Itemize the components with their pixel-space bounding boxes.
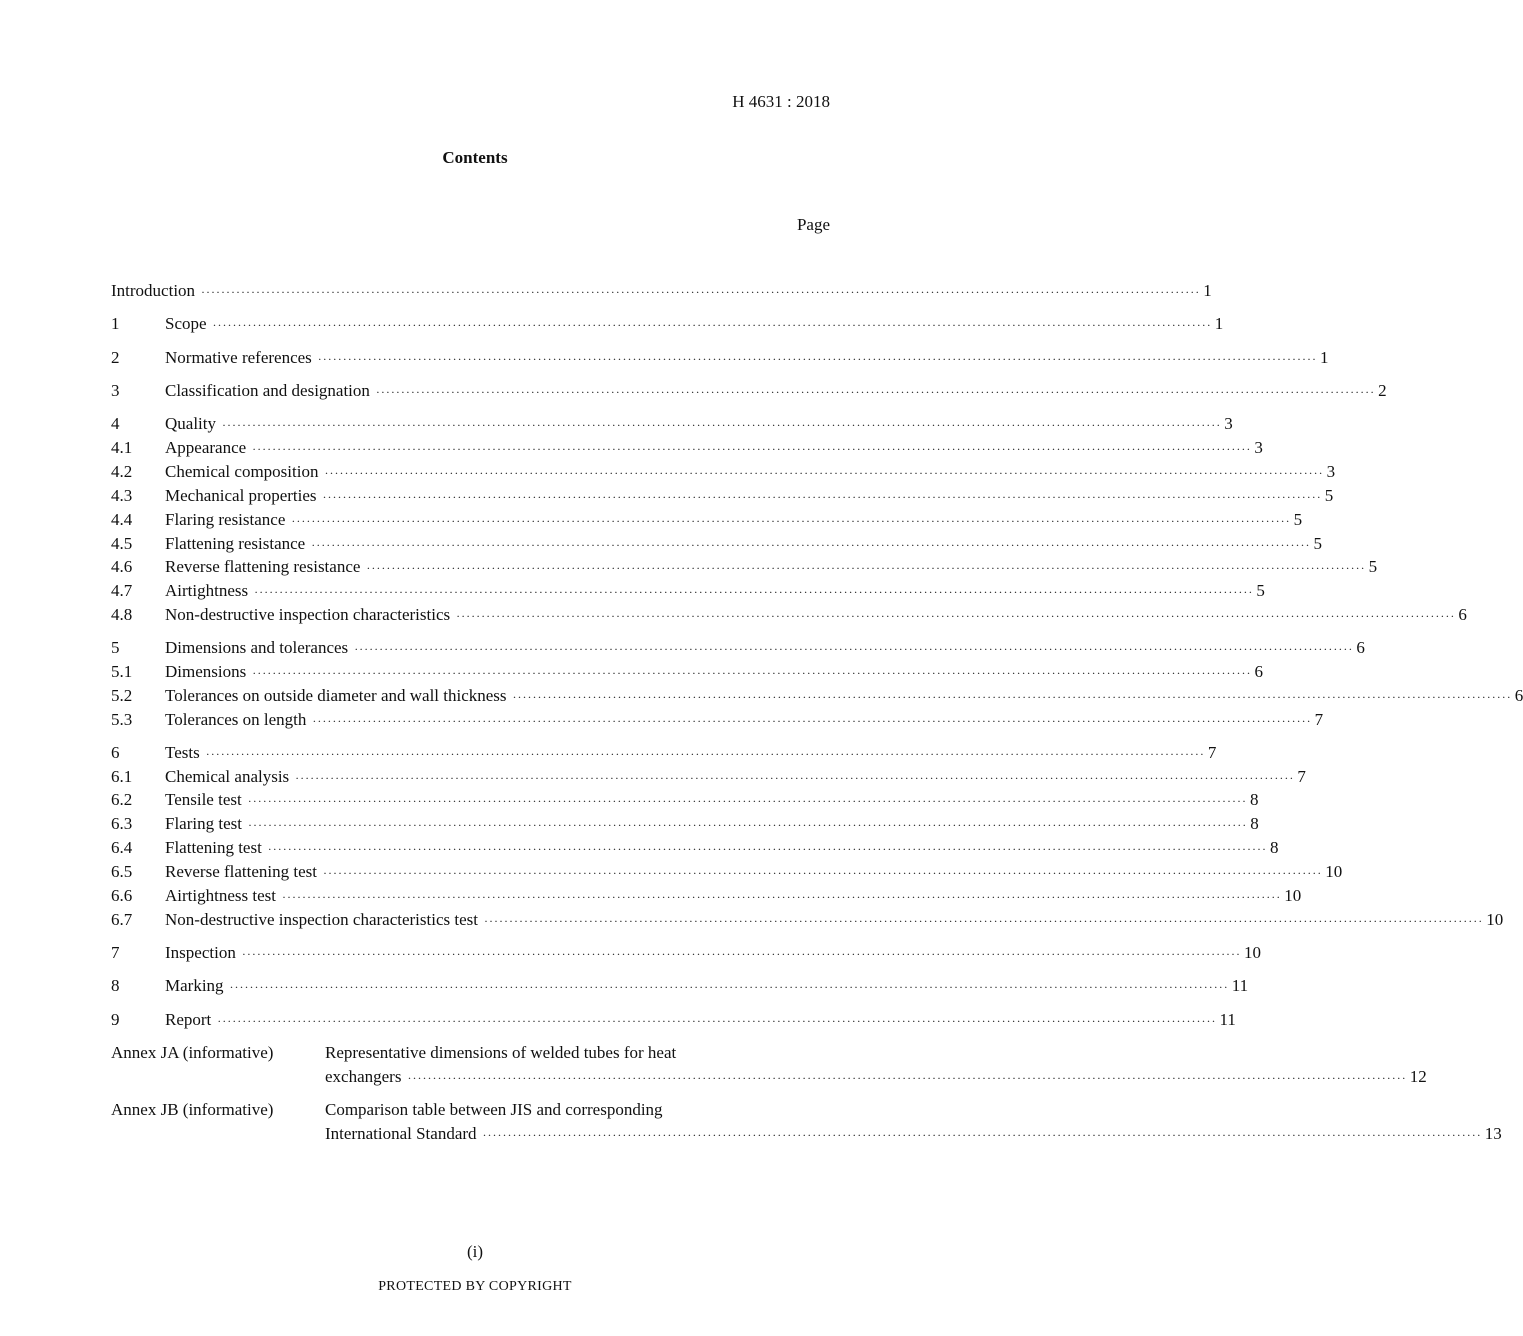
footer-page-number: (i) xyxy=(466,1242,484,1261)
leader-dots: ········································································································································································································ xyxy=(254,585,1254,599)
toc-entry[interactable] xyxy=(111,884,1302,908)
toc-entry[interactable] xyxy=(111,860,1343,884)
toc-entry-page: 5 xyxy=(1256,581,1265,600)
toc-entry-page: 10 xyxy=(1244,943,1262,962)
leader-dots: ········································································································································································································ xyxy=(252,666,1252,680)
toc-entry[interactable] xyxy=(111,436,1263,460)
toc-entry-label: Quality xyxy=(165,414,216,433)
toc-entry-label: Reverse flattening test xyxy=(165,862,318,881)
toc-entry-page: 8 xyxy=(1249,790,1259,809)
toc-entry-label: Tolerances on outside diameter and wall thickness xyxy=(165,686,507,705)
toc-entry-number: 4 xyxy=(111,414,120,433)
toc-entry-page: 5 xyxy=(1368,557,1378,576)
toc-entry[interactable] xyxy=(111,684,1523,708)
toc-entry-page: 11 xyxy=(1231,976,1249,995)
toc-entry-number: 8 xyxy=(111,976,120,995)
toc-entry-page: 1 xyxy=(1214,314,1224,333)
leader-dots: ········································································································································································································ xyxy=(311,538,1311,552)
toc-entry-number: 4.6 xyxy=(111,557,133,576)
toc-entry-number: 6.2 xyxy=(111,790,133,809)
toc-entry-page: 8 xyxy=(1250,814,1259,833)
toc-entry-page: 5 xyxy=(1324,486,1334,505)
toc-entry[interactable] xyxy=(111,660,1263,684)
toc-entry-page: 3 xyxy=(1254,438,1263,457)
toc-entry[interactable] xyxy=(111,555,1378,579)
toc-entry[interactable] xyxy=(111,908,1504,932)
toc-entry-number: 5.2 xyxy=(111,686,133,705)
toc-entry-number: 4.8 xyxy=(111,605,133,624)
annex-page: 12 xyxy=(1409,1067,1427,1086)
toc-entry-page: 2 xyxy=(1378,381,1387,400)
leader-dots: ········································································································································································································ xyxy=(201,285,1201,299)
toc-entry-number: 2 xyxy=(111,348,120,367)
leader-dots: ········································································································································································································ xyxy=(407,1071,1407,1085)
leader-dots: ········································································································································································································ xyxy=(267,842,1268,856)
toc-entry-page: 7 xyxy=(1314,710,1324,729)
annex-title-row xyxy=(325,1065,1427,1089)
toc-entry-number: 4.3 xyxy=(111,486,133,505)
toc-entry-label: Flattening test xyxy=(165,838,262,857)
page-title: Contents xyxy=(442,148,508,167)
toc-entry-number: 6.5 xyxy=(111,862,133,881)
leader-dots: ········································································································································································································ xyxy=(354,642,1354,656)
leader-dots: ········································································································································································································ xyxy=(482,1128,1482,1142)
annex-page: 13 xyxy=(1484,1124,1502,1143)
toc-entry[interactable] xyxy=(111,974,1249,998)
toc-entry-number: 4.1 xyxy=(111,438,133,457)
toc-entry[interactable] xyxy=(111,412,1233,436)
annex-title-line2: International Standard xyxy=(325,1124,477,1143)
toc-entry-page: 10 xyxy=(1284,886,1302,905)
toc-entry[interactable] xyxy=(111,379,1387,403)
toc-entry-page: 3 xyxy=(1326,462,1336,481)
toc-entry[interactable] xyxy=(111,836,1279,860)
page-column-label: Page xyxy=(796,215,830,234)
toc-entry-label: Tensile test xyxy=(165,790,242,809)
toc-entry-label: Appearance xyxy=(165,438,247,457)
toc-entry[interactable] xyxy=(111,484,1334,508)
toc-entry-number: 4.4 xyxy=(111,510,133,529)
toc-entry[interactable] xyxy=(111,741,1217,765)
leader-dots: ········································································································································································································ xyxy=(366,561,1366,575)
toc-entry-number: 4.5 xyxy=(111,534,133,553)
toc-entry[interactable] xyxy=(111,460,1336,484)
toc-entry-introduction[interactable] xyxy=(111,279,1212,303)
toc-entry-label: Airtightness test xyxy=(165,886,276,905)
toc-entry-number: 5 xyxy=(111,638,120,657)
toc-entry-number: 5.3 xyxy=(111,710,133,729)
toc-entry-page: 5 xyxy=(1293,510,1303,529)
leader-dots: ········································································································································································································ xyxy=(291,514,1291,528)
leader-dots: ········································································································································································································ xyxy=(512,690,1512,704)
toc-entry-label: Mechanical properties xyxy=(165,486,317,505)
toc-entry-page: 1 xyxy=(1203,281,1212,300)
leader-dots: ········································································································································································································ xyxy=(247,794,1247,808)
toc-entry-label: Airtightness xyxy=(165,581,249,600)
copyright-notice: PROTECTED BY COPYRIGHT xyxy=(378,1279,572,1294)
toc-entry-number: 4.2 xyxy=(111,462,133,481)
toc-entry[interactable] xyxy=(111,788,1259,812)
toc-entry[interactable] xyxy=(111,812,1259,836)
toc-entry-label: Chemical composition xyxy=(165,462,319,481)
toc-entry[interactable] xyxy=(111,579,1265,603)
leader-dots: ········································································································································································································ xyxy=(323,866,1323,880)
toc-entry-number: 9 xyxy=(111,1010,120,1029)
toc-entry-label: Tolerances on length xyxy=(165,710,307,729)
leader-dots: ········································································································································································································ xyxy=(324,466,1324,480)
toc-entry-label: Scope xyxy=(165,314,207,333)
toc-entry-page: 1 xyxy=(1320,348,1329,367)
toc-entry[interactable] xyxy=(111,603,1467,627)
toc-entry-page: 7 xyxy=(1207,743,1217,762)
leader-dots: ········································································································································································································ xyxy=(229,980,1229,994)
toc-entry-page: 3 xyxy=(1224,414,1233,433)
toc-entry[interactable] xyxy=(111,532,1322,556)
annex-title-line2: exchangers xyxy=(325,1067,402,1086)
annex-title-line1: Comparison table between JIS and corresponding xyxy=(325,1100,663,1119)
annex-title-row xyxy=(325,1122,1502,1146)
toc-entry-label: Chemical analysis xyxy=(165,767,290,786)
toc-entry-page: 6 xyxy=(1254,662,1263,681)
toc-entry[interactable] xyxy=(111,636,1365,660)
toc-entry-label: Introduction xyxy=(111,281,196,300)
toc-entry-number: 6.7 xyxy=(111,910,133,929)
toc-entry-page: 11 xyxy=(1219,1010,1236,1029)
toc-entry-page: 5 xyxy=(1313,534,1322,553)
annex-label: Annex JA (informative) xyxy=(111,1043,274,1062)
toc-entry-page: 8 xyxy=(1270,838,1279,857)
toc-entry[interactable] xyxy=(111,941,1262,965)
toc-entry-page: 6 xyxy=(1356,638,1365,657)
toc-entry-page: 10 xyxy=(1486,910,1504,929)
leader-dots: ········································································································································································································ xyxy=(217,1014,1217,1028)
toc-entry-number: 3 xyxy=(111,381,120,400)
toc-entry-label: Tests xyxy=(165,743,200,762)
toc-entry[interactable] xyxy=(111,1008,1236,1032)
toc-entry-number: 1 xyxy=(111,314,120,333)
toc-entry-label: Inspection xyxy=(165,943,236,962)
toc-entry-number: 4.7 xyxy=(111,581,133,600)
toc-entry-label: Flattening resistance xyxy=(165,534,306,553)
annex-title-line1: Representative dimensions of welded tubes for heat xyxy=(325,1043,677,1062)
toc-entry-label: Flaring resistance xyxy=(165,510,286,529)
toc-entry-label: Non-destructive inspection characteristics xyxy=(165,605,451,624)
toc-entry-label: Flaring test xyxy=(165,814,242,833)
document-code: H 4631 : 2018 xyxy=(732,92,830,111)
toc-entry-number: 6 xyxy=(111,743,120,762)
leader-dots: ········································································································································································································ xyxy=(212,318,1212,332)
leader-dots: ········································································································································································································ xyxy=(483,914,1484,928)
toc-entry-page: 7 xyxy=(1297,767,1306,786)
leader-dots: ········································································································································································································ xyxy=(252,442,1252,456)
leader-dots: ········································································································································································································ xyxy=(205,747,1205,761)
toc-entry-label: Marking xyxy=(165,976,224,995)
toc-entry-label: Dimensions and tolerances xyxy=(165,638,349,657)
toc-entry[interactable] xyxy=(111,708,1324,732)
toc-entry-number: 6.3 xyxy=(111,814,133,833)
leader-dots: ········································································································································································································ xyxy=(312,714,1312,728)
leader-dots: ········································································································································································································ xyxy=(375,385,1376,399)
leader-dots: ········································································································································································································ xyxy=(295,771,1295,785)
toc-entry[interactable] xyxy=(111,346,1329,370)
toc-entry-number: 6.6 xyxy=(111,886,133,905)
toc-entry-page: 6 xyxy=(1458,605,1467,624)
toc-entry-number: 5.1 xyxy=(111,662,133,681)
toc-entry[interactable] xyxy=(111,765,1306,789)
toc-entry-label: Non-destructive inspection characteristics test xyxy=(165,910,478,929)
toc-entry-number: 6.4 xyxy=(111,838,133,857)
toc-entry[interactable] xyxy=(111,312,1224,336)
leader-dots: ········································································································································································································ xyxy=(322,490,1322,504)
toc-entry-number: 7 xyxy=(111,943,120,962)
toc-entry-label: Reverse flattening resistance xyxy=(165,557,361,576)
leader-dots: ········································································································································································································ xyxy=(281,890,1282,904)
toc-entry-page: 10 xyxy=(1325,862,1343,881)
toc-entry-label: Classification and designation xyxy=(165,381,370,400)
toc-entry-label: Report xyxy=(165,1010,212,1029)
toc-entry-label: Normative references xyxy=(165,348,312,367)
annex-label: Annex JB (informative) xyxy=(111,1100,274,1119)
toc-entry-page: 6 xyxy=(1514,686,1523,705)
leader-dots: ········································································································································································································ xyxy=(222,418,1222,432)
leader-dots: ········································································································································································································ xyxy=(247,818,1248,832)
toc-entry-label: Dimensions xyxy=(165,662,247,681)
toc-entry-number: 6.1 xyxy=(111,767,133,786)
leader-dots: ········································································································································································································ xyxy=(456,609,1456,623)
toc-entry[interactable] xyxy=(111,508,1303,532)
leader-dots: ········································································································································································································ xyxy=(317,352,1317,366)
leader-dots: ········································································································································································································ xyxy=(241,947,1242,961)
